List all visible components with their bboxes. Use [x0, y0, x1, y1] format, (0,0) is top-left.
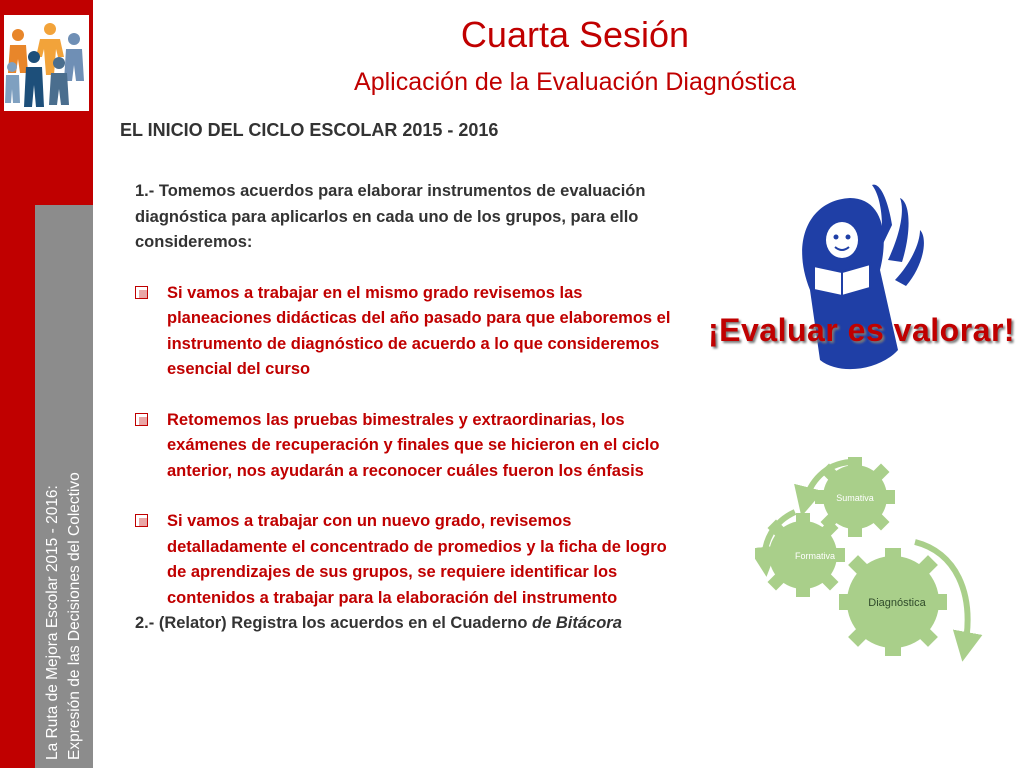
body-content	[135, 179, 675, 637]
sidebar-vertical-caption	[38, 210, 90, 760]
sidebar-caption-line2: Expresión de las Decisiones del Colectivo	[66, 472, 83, 760]
sidebar-caption-line1: La Ruta de Mejora Escolar 2015 - 2016:	[44, 485, 61, 760]
bullet-text: Si vamos a trabajar con un nuevo grado, revisemos detalladamente el concentrado de promedios y la ficha de logro de aprendizajes de sus grupos, se requiere identificar los contenidos a trabajar para la elaboración del instrumento	[167, 512, 667, 607]
slide-title: Cuarta Sesión	[460, 14, 690, 55]
slide-subtitle: Aplicación de la Evaluación Diagnóstica	[354, 68, 796, 96]
bullet-text: Retomemos las pruebas bimestrales y extraordinarias, los exámenes de recuperación y finales que se hicieron en el ciclo anterior, nos ayudarán a reconocer cuáles fueron los énfasis	[167, 410, 660, 480]
reading-figure-illustration	[780, 180, 940, 380]
item2-italic: de Bitácora	[532, 614, 622, 632]
evaluation-gears-diagram	[755, 452, 985, 662]
gear-label-diagnostica: Diagnóstica	[868, 597, 926, 609]
checkbox-bullet-icon	[135, 413, 148, 426]
gear-label-sumativa: Sumativa	[836, 493, 874, 503]
item2-text	[135, 611, 675, 637]
people-logo	[4, 15, 89, 111]
checkbox-bullet-icon	[135, 286, 148, 299]
gear-label-formativa: Formativa	[794, 551, 836, 561]
item2-prefix: 2.- (Relator) Registra los acuerdos en el Cuaderno	[135, 614, 533, 632]
bullet-text: Si vamos a trabajar en el mismo grado revisemos las planeaciones didácticas del año pasado para que elaboremos el instrumento de diagnóstico de acuerdo a lo que consideremos esencial del curso	[167, 283, 671, 378]
list-item	[135, 408, 675, 485]
list-item	[135, 509, 675, 611]
gear-formativa-icon	[761, 513, 845, 597]
slogan: ¡Evaluar es valorar!	[708, 312, 1016, 348]
checkbox-bullet-icon	[135, 514, 148, 527]
item1-intro: 1.- Tomemos acuerdos para elaborar instrumentos de evaluación diagnóstica para aplicarlos en cada uno de los grupos, para ello consideremos:	[135, 182, 646, 251]
list-item	[135, 281, 675, 383]
gear-diagnostica-icon	[839, 548, 947, 656]
section-heading: EL INICIO DEL CICLO ESCOLAR 2015 - 2016	[120, 120, 499, 140]
